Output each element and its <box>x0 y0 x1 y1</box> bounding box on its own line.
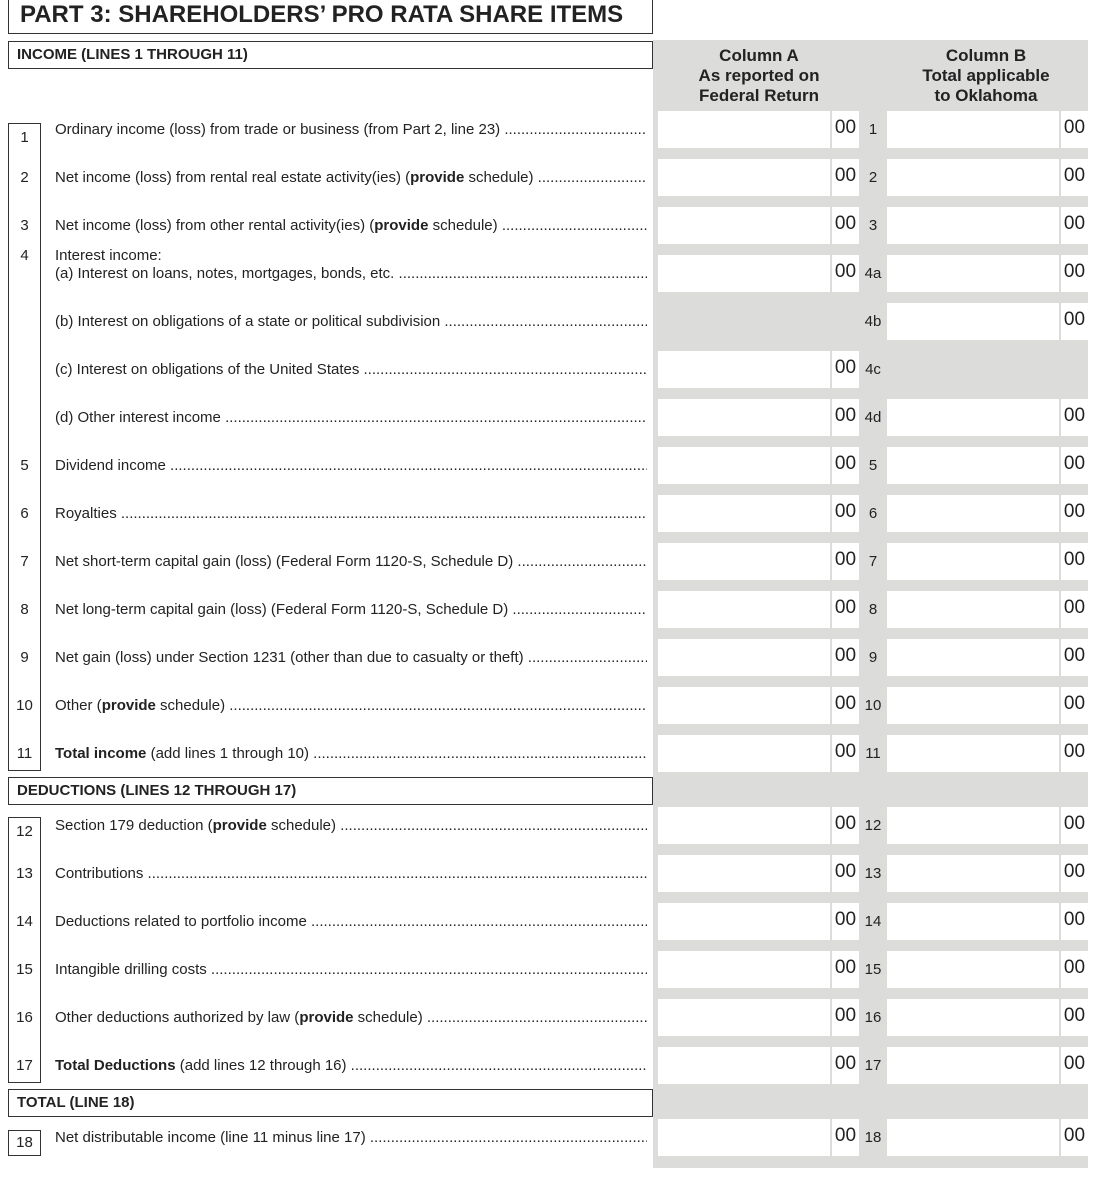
line-8-column-a-cents: 00 <box>832 591 859 628</box>
line-18-column-b-input[interactable] <box>887 1119 1059 1156</box>
column-a-subtitle-2: Federal Return <box>699 86 819 105</box>
line-8-column-b-cents: 00 <box>1061 591 1088 628</box>
line-1-label: 1 <box>868 121 878 138</box>
line-4a-column-a-input[interactable] <box>658 255 830 292</box>
line-3-description: Net income (loss) from other rental activity(ies) (provide schedule) ..... <box>55 205 647 235</box>
line-4b-row <box>8 301 1088 349</box>
line-18-column-a-input[interactable] <box>658 1119 830 1156</box>
line-17-column-b-input[interactable] <box>887 1047 1059 1084</box>
line-13-column-a-cents: 00 <box>832 855 859 892</box>
total-section-heading: TOTAL (LINE 18) <box>8 1089 653 1117</box>
line-9-column-b-input[interactable] <box>887 639 1059 676</box>
line-4a-column-b-cents: 00 <box>1061 255 1088 292</box>
line-8-row <box>8 589 1088 637</box>
line-4d-number-cell <box>8 397 41 445</box>
line-1-column-b-input[interactable] <box>887 111 1059 148</box>
line-15-column-b-cents: 00 <box>1061 951 1088 988</box>
line-2-column-b-cents: 00 <box>1061 159 1088 196</box>
line-13-column-b-input[interactable] <box>887 855 1059 892</box>
line-16-row <box>8 997 1088 1045</box>
line-13-number: 13 <box>8 853 41 901</box>
line-16-number: 16 <box>8 997 41 1045</box>
line-12-label: 12 <box>864 817 882 834</box>
line-18-description: Net distributable income (line 11 minus line 17) ..... <box>55 1117 647 1147</box>
line-10-label: 10 <box>864 697 882 714</box>
line-10-description: Other (provide schedule) ..... <box>55 685 647 715</box>
line-12-column-a-input[interactable] <box>658 807 830 844</box>
line-12-column-b-input[interactable] <box>887 807 1059 844</box>
line-14-number: 14 <box>8 901 41 949</box>
line-1-column-b-cents: 00 <box>1061 111 1088 148</box>
line-18-column-b-cents: 00 <box>1061 1119 1088 1156</box>
line-4-header-row <box>8 239 1088 264</box>
line-15-column-a-input[interactable] <box>658 951 830 988</box>
line-16-label: 16 <box>864 1009 882 1026</box>
line-4c-description: (c) Interest on obligations of the United States ..... <box>55 349 647 379</box>
line-16-description: Other deductions authorized by law (provide schedule) ..... <box>55 997 647 1027</box>
line-16-column-b-input[interactable] <box>887 999 1059 1036</box>
line-4b-description: (b) Interest on obligations of a state or political subdivision ..... <box>55 301 647 331</box>
line-18-row <box>8 1117 1088 1165</box>
line-8-column-a-input[interactable] <box>658 591 830 628</box>
line-4a-description: (a) Interest on loans, notes, mortgages, bonds, etc. ..... <box>55 253 647 283</box>
line-4c-number-cell <box>8 349 41 397</box>
line-18-column-a-cents: 00 <box>832 1119 859 1156</box>
column-a-subtitle-1: As reported on <box>698 66 820 85</box>
line-10-column-b-input[interactable] <box>887 687 1059 724</box>
line-12-description: Section 179 deduction (provide schedule) ..... <box>55 805 647 835</box>
line-4b-label: 4b <box>864 313 882 330</box>
line-4b-number-cell <box>8 301 41 349</box>
line-13-column-b-cents: 00 <box>1061 855 1088 892</box>
line-15-column-a-cents: 00 <box>832 951 859 988</box>
line-7-column-b-cents: 00 <box>1061 543 1088 580</box>
line-2-number: 2 <box>8 157 41 205</box>
line-8-description: Net long-term capital gain (loss) (Federal Form 1120-S, Schedule D) ..... <box>55 589 647 619</box>
line-7-description: Net short-term capital gain (loss) (Federal Form 1120-S, Schedule D) ..... <box>55 541 647 571</box>
line-3-label: 3 <box>868 217 878 234</box>
line-17-description: Total Deductions (add lines 12 through 16) ..... <box>55 1045 647 1075</box>
line-13-label: 13 <box>864 865 882 882</box>
line-10-row <box>8 685 1088 733</box>
line-11-label: 11 <box>865 745 881 762</box>
line-3-column-b-cents: 00 <box>1061 207 1088 244</box>
line-16-column-b-cents: 00 <box>1061 999 1088 1036</box>
line-2-label: 2 <box>868 169 878 186</box>
line-7-column-a-input[interactable] <box>658 543 830 580</box>
line-13-description: Contributions ..... <box>55 853 647 883</box>
line-4-description: Interest income: <box>55 247 162 264</box>
line-8-column-b-input[interactable] <box>887 591 1059 628</box>
line-13-row <box>8 853 1088 901</box>
line-12-number: 12 <box>8 817 41 853</box>
line-7-number: 7 <box>8 541 41 589</box>
line-9-column-a-input[interactable] <box>658 639 830 676</box>
line-16-column-a-input[interactable] <box>658 999 830 1036</box>
line-15-description: Intangible drilling costs ..... <box>55 949 647 979</box>
line-4c-column-a-input[interactable] <box>658 351 830 388</box>
line-1-description: Ordinary income (loss) from trade or business (from Part 2, line 23) ..... <box>55 109 647 139</box>
line-17-column-a-cents: 00 <box>832 1047 859 1084</box>
line-4-number: 4 <box>8 239 41 263</box>
line-6-column-b-input[interactable] <box>887 495 1059 532</box>
line-2-column-a-cents: 00 <box>832 159 859 196</box>
line-4a-row <box>8 253 1088 301</box>
line-4d-description: (d) Other interest income ..... <box>55 397 647 427</box>
line-7-column-a-cents: 00 <box>832 543 859 580</box>
line-11-column-a-input[interactable] <box>658 735 830 772</box>
line-8-label: 8 <box>868 601 878 618</box>
line-16-column-a-cents: 00 <box>832 999 859 1036</box>
line-4d-label: 4d <box>864 409 882 426</box>
line-5-row <box>8 445 1088 493</box>
line-4c-label: 4c <box>865 361 881 378</box>
line-14-column-a-cents: 00 <box>832 903 859 940</box>
line-11-description: Total income (add lines 1 through 10) ..... <box>55 733 647 763</box>
line-18-number: 18 <box>8 1130 41 1156</box>
line-2-column-a-input[interactable] <box>658 159 830 196</box>
line-9-description: Net gain (loss) under Section 1231 (other than due to casualty or theft) ..... <box>55 637 647 667</box>
line-15-number: 15 <box>8 949 41 997</box>
column-a-title: Column A <box>719 46 799 65</box>
line-9-column-a-cents: 00 <box>832 639 859 676</box>
line-9-label: 9 <box>868 649 878 666</box>
line-14-column-a-input[interactable] <box>658 903 830 940</box>
line-10-column-b-cents: 00 <box>1061 687 1088 724</box>
line-15-column-b-input[interactable] <box>887 951 1059 988</box>
line-12-column-b-cents: 00 <box>1061 807 1088 844</box>
line-18-label: 18 <box>864 1129 882 1146</box>
line-5-column-b-cents: 00 <box>1061 447 1088 484</box>
line-13-column-a-input[interactable] <box>658 855 830 892</box>
line-2-column-b-input[interactable] <box>887 159 1059 196</box>
line-6-description: Royalties ..... <box>55 493 647 523</box>
line-7-row <box>8 541 1088 589</box>
line-6-column-a-cents: 00 <box>832 495 859 532</box>
line-11-row <box>8 733 1088 781</box>
line-17-row <box>8 1045 1088 1093</box>
line-1-row <box>8 109 1088 157</box>
column-b-subtitle-1: Total applicable <box>922 66 1050 85</box>
line-4d-column-b-input[interactable] <box>887 399 1059 436</box>
line-5-column-b-input[interactable] <box>887 447 1059 484</box>
line-4b-column-b-input[interactable] <box>887 303 1059 340</box>
line-3-column-a-cents: 00 <box>832 207 859 244</box>
line-1-column-a-input[interactable] <box>658 111 830 148</box>
column-a-header <box>653 46 865 106</box>
line-6-column-a-input[interactable] <box>658 495 830 532</box>
line-14-column-b-cents: 00 <box>1061 903 1088 940</box>
line-1-number: 1 <box>8 123 41 157</box>
line-9-number: 9 <box>8 637 41 685</box>
column-b-subtitle-2: to Oklahoma <box>934 86 1038 105</box>
line-15-label: 15 <box>864 961 882 978</box>
line-2-description: Net income (loss) from rental real estate activity(ies) (provide schedule) ..... <box>55 157 647 187</box>
line-1-column-a-cents: 00 <box>832 111 859 148</box>
line-5-column-a-input[interactable] <box>658 447 830 484</box>
line-10-column-a-input[interactable] <box>658 687 830 724</box>
line-4a-column-a-cents: 00 <box>832 255 859 292</box>
line-4b-column-b-cents: 00 <box>1061 303 1088 340</box>
line-9-row <box>8 637 1088 685</box>
line-11-column-a-cents: 00 <box>832 735 859 772</box>
line-17-column-a-input[interactable] <box>658 1047 830 1084</box>
line-8-number: 8 <box>8 589 41 637</box>
line-17-column-b-cents: 00 <box>1061 1047 1088 1084</box>
column-b-title: Column B <box>945 46 1027 65</box>
line-7-column-b-input[interactable] <box>887 543 1059 580</box>
line-10-column-a-cents: 00 <box>832 687 859 724</box>
line-4d-column-b-cents: 00 <box>1061 399 1088 436</box>
line-17-number: 17 <box>8 1045 41 1083</box>
line-4a-number-cell <box>8 253 41 301</box>
line-15-row <box>8 949 1088 997</box>
line-6-number: 6 <box>8 493 41 541</box>
line-5-description: Dividend income ..... <box>55 445 647 475</box>
line-4a-column-b-input[interactable] <box>887 255 1059 292</box>
line-9-column-b-cents: 00 <box>1061 639 1088 676</box>
line-12-column-a-cents: 00 <box>832 807 859 844</box>
line-17-label: 17 <box>864 1057 882 1074</box>
line-2-row <box>8 157 1088 205</box>
line-4d-column-a-cents: 00 <box>832 399 859 436</box>
line-5-label: 5 <box>868 457 878 474</box>
line-10-number: 10 <box>8 685 41 733</box>
part-title: PART 3: SHAREHOLDERS’ PRO RATA SHARE ITEMS <box>8 0 653 34</box>
line-6-label: 6 <box>868 505 878 522</box>
deductions-section-heading: DEDUCTIONS (LINES 12 THROUGH 17) <box>8 777 653 805</box>
line-4a-label: 4a <box>864 265 882 282</box>
line-12-row <box>8 805 1088 853</box>
line-11-column-b-cents: 00 <box>1061 735 1088 772</box>
line-14-description: Deductions related to portfolio income ..... <box>55 901 647 931</box>
line-6-row <box>8 493 1088 541</box>
line-5-number: 5 <box>8 445 41 493</box>
line-3-number: 3 <box>8 205 41 253</box>
column-b-header <box>880 46 1092 106</box>
line-14-label: 14 <box>864 913 882 930</box>
line-4c-row <box>8 349 1088 397</box>
line-5-column-a-cents: 00 <box>832 447 859 484</box>
line-14-row <box>8 901 1088 949</box>
line-14-column-b-input[interactable] <box>887 903 1059 940</box>
line-4d-column-a-input[interactable] <box>658 399 830 436</box>
line-6-column-b-cents: 00 <box>1061 495 1088 532</box>
line-4c-column-a-cents: 00 <box>832 351 859 388</box>
line-7-label: 7 <box>868 553 878 570</box>
line-11-column-b-input[interactable] <box>887 735 1059 772</box>
income-section-heading: INCOME (LINES 1 THROUGH 11) <box>8 41 653 69</box>
line-4d-row <box>8 397 1088 445</box>
line-11-number: 11 <box>8 733 41 771</box>
